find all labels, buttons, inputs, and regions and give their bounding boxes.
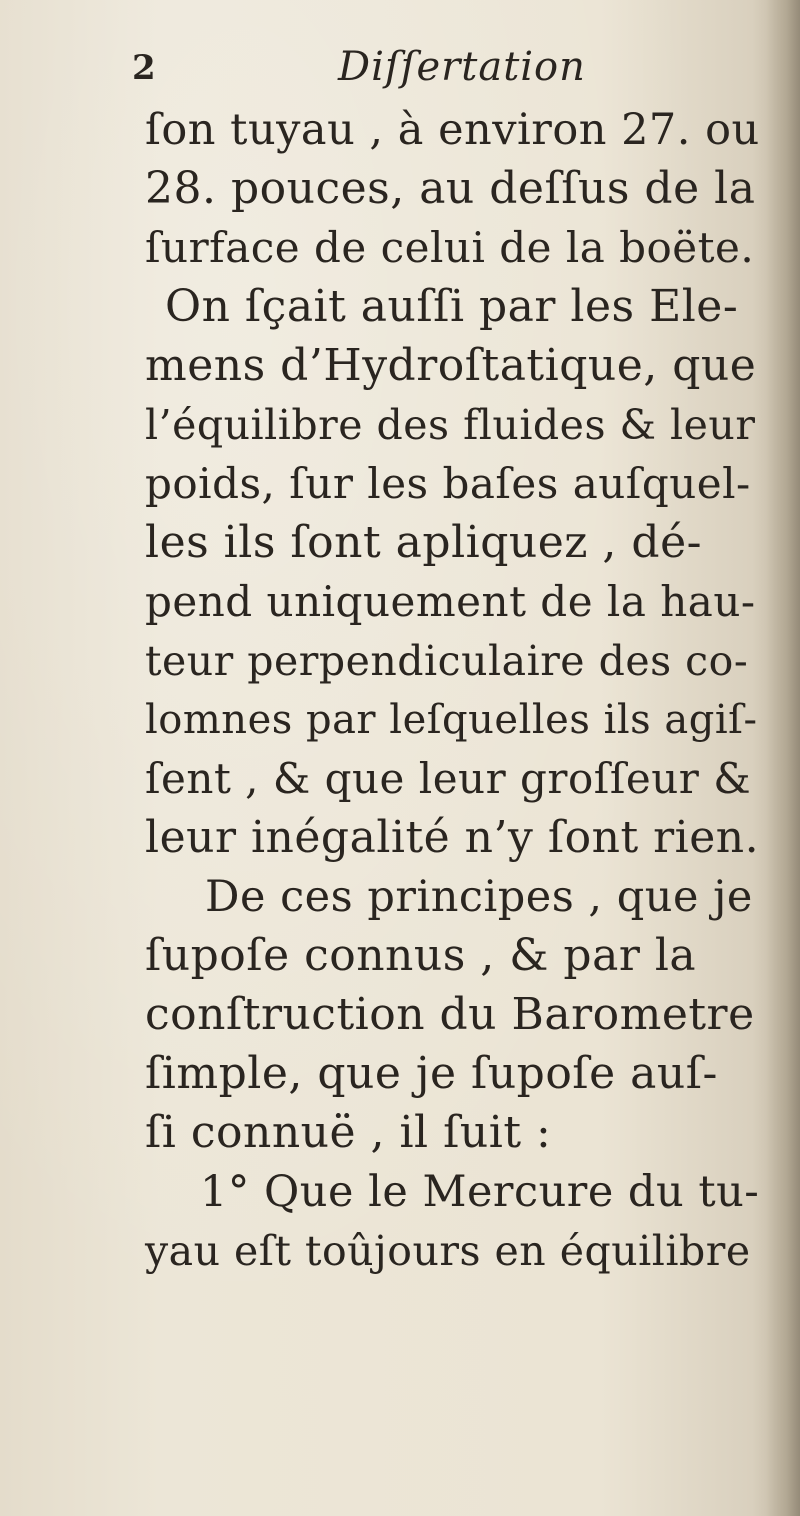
text-line: ſon tuyau , à environ 27. ou: [145, 105, 760, 155]
text-line: ſurface de celui de la boëte.: [145, 223, 755, 272]
text-line: De ces principes , que je: [205, 872, 753, 922]
text-line: ſupoſe connus , & par la: [145, 930, 697, 981]
text-line: ſi connuë , il ſuit :: [145, 1107, 552, 1158]
text-line: ſimple, que je ſupoſe auſ-: [145, 1048, 718, 1099]
text-line: poids, ſur les baſes auſquel-: [145, 459, 751, 508]
page-number: 2: [132, 48, 156, 88]
text-line: conſtruction du Barometre: [145, 989, 755, 1040]
page-header: [0, 44, 800, 104]
text-line: teur perpendiculaire des co-: [145, 637, 749, 685]
text-line: pend uniquement de la hau-: [145, 577, 756, 626]
text-line: ſent , & que leur groſſeur &: [145, 754, 752, 803]
text-line: 28. pouces, au deſſus de la: [145, 163, 756, 214]
running-title: Diſſertation: [338, 44, 586, 90]
text-line: lomnes par leſquelles ils agiſ-: [145, 697, 758, 743]
text-line: l’équilibre des fluides & leur: [145, 401, 756, 449]
text-line: mens d’Hydroſtatique, que: [145, 340, 757, 391]
text-line: 1° Que le Mercure du tu-: [200, 1167, 760, 1217]
text-line: yau eſt toûjours en équilibre: [145, 1227, 751, 1275]
text-line: les ils ſont apliquez , dé-: [145, 517, 702, 568]
page-edge-shadow: [766, 0, 800, 1516]
text-line: leur inégalité n’y ſont rien.: [145, 812, 760, 863]
text-line: On ſçait auſſi par les Ele-: [165, 281, 739, 332]
